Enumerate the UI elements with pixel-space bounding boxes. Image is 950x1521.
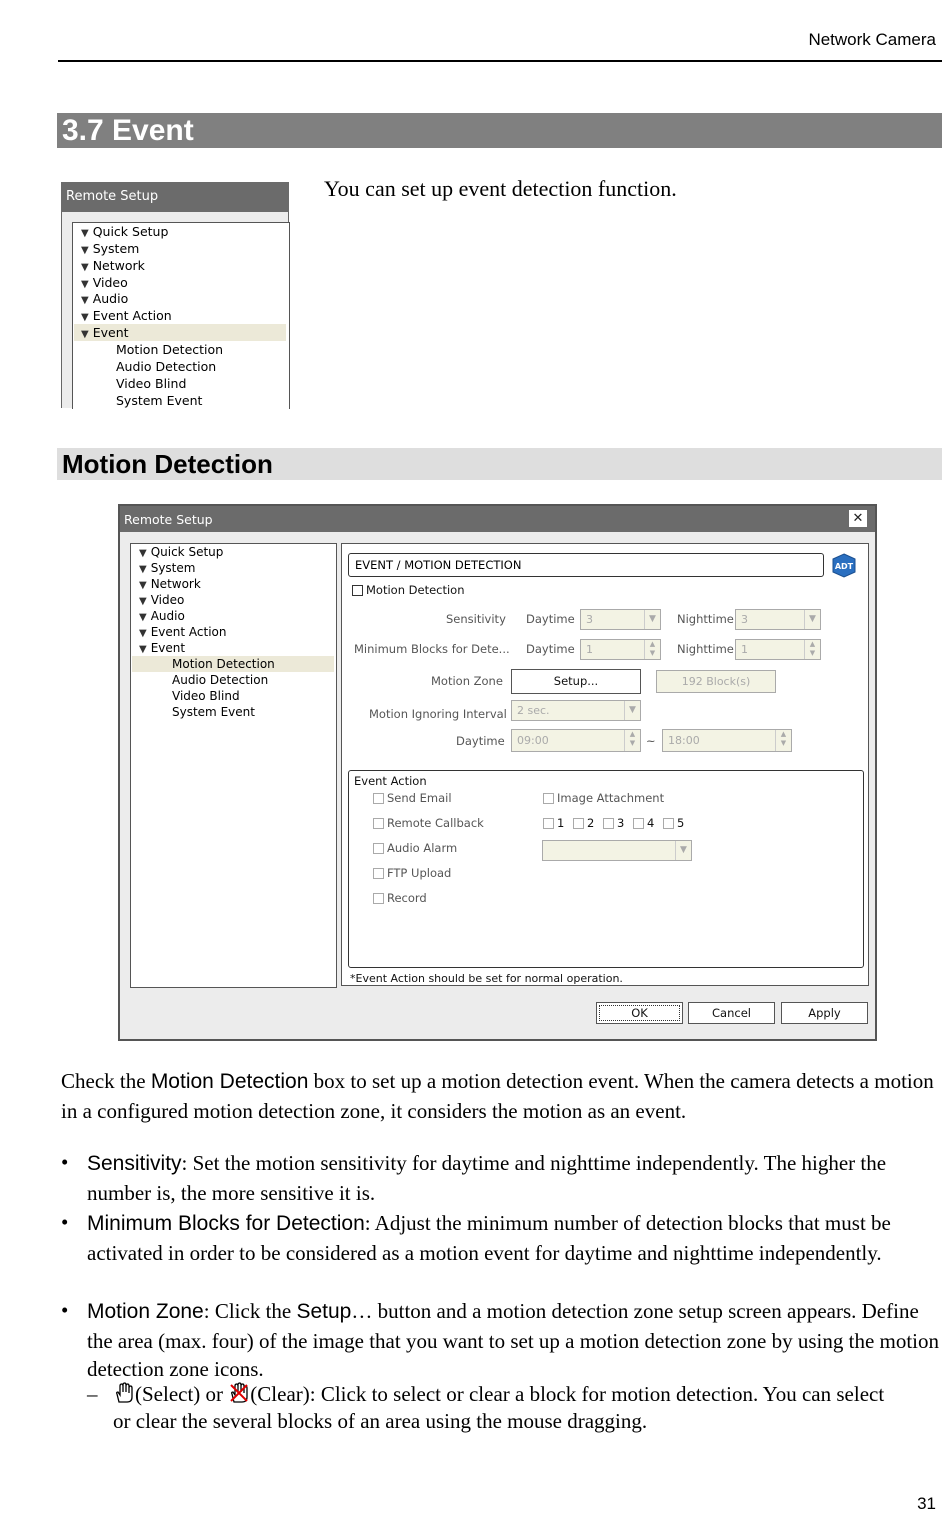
term-min-blocks: Minimum Blocks for Detection: [87, 1212, 365, 1235]
section-heading: [57, 113, 942, 148]
tree-item-video-blind[interactable]: Video Blind: [116, 376, 187, 391]
expand-triangle-icon: ▼: [81, 329, 89, 340]
record-label: Record: [387, 891, 427, 905]
callback-4-label: 4: [647, 816, 655, 830]
remote-callback-checkbox[interactable]: [373, 818, 384, 829]
blocks-count-field: 192 Block(s): [656, 670, 776, 693]
expand-triangle-icon: ▼: [81, 262, 89, 273]
tree-item-system-event[interactable]: System Event: [116, 393, 203, 408]
hand-select-icon: [113, 1382, 135, 1404]
sensitivity-label: Sensitivity: [446, 612, 506, 626]
ftp-upload-checkbox[interactable]: [373, 868, 384, 879]
ignoring-interval-label: Motion Ignoring Interval: [369, 707, 507, 721]
ok-button[interactable]: OK: [596, 1002, 683, 1024]
time-from-stepper[interactable]: 09:00 ▲ ▼: [511, 729, 641, 752]
dialog-title: Remote Setup: [124, 512, 213, 527]
callback-3-checkbox[interactable]: [603, 818, 614, 829]
expand-triangle-icon: ▼: [139, 548, 147, 559]
sub-item-line2: or clear the several blocks of an area using the mouse dragging.: [113, 1409, 648, 1433]
expand-triangle-icon: ▼: [139, 580, 147, 591]
callback-5-checkbox[interactable]: [663, 818, 674, 829]
ftp-upload-label: FTP Upload: [387, 866, 452, 880]
tree-item-motion-detection[interactable]: Motion Detection: [116, 342, 224, 357]
panel-header: [348, 553, 824, 577]
bullet: •: [61, 1210, 69, 1234]
min-blocks-nighttime-stepper[interactable]: 1 ▲ ▼: [735, 639, 821, 660]
panel-title: EVENT / MOTION DETECTION: [355, 558, 522, 572]
time-to-stepper[interactable]: 18:00 ▲ ▼: [662, 729, 792, 752]
event-action-note: *Event Action should be set for normal operation.: [350, 972, 623, 985]
chevron-down-icon: ▼: [804, 610, 820, 629]
motion-detection-panel: [341, 543, 869, 986]
intro-paragraph: Check the Motion Detection box to set up a motion detection event. When the camera detects a motion in a configured motion detection zone, it considers the motion as an event.: [61, 1069, 934, 1123]
bullet-sensitivity: Sensitivity: Set the motion sensitivity for daytime and nighttime independently. The higher the number is, the more sensitive it is.: [87, 1151, 887, 1205]
sensitivity-daytime-select[interactable]: 3 ▼: [580, 609, 661, 630]
callback-3-label: 3: [617, 816, 625, 830]
tree-item-event-action[interactable]: ▼ Event Action: [81, 308, 172, 323]
spin-arrows-icon[interactable]: ▲ ▼: [624, 730, 640, 751]
term-sensitivity: Sensitivity: [87, 1152, 182, 1175]
tree-item-audio[interactable]: ▼ Audio: [139, 609, 185, 623]
chevron-down-icon: ▼: [624, 701, 640, 720]
adt-logo-icon: [830, 553, 858, 578]
hand-clear-icon: [228, 1382, 250, 1404]
chevron-down-icon: ▼: [644, 610, 660, 629]
remote-setup-tree-screenshot: [61, 182, 289, 408]
tree-view: [72, 222, 290, 409]
remote-callback-label: Remote Callback: [387, 816, 484, 830]
tree-item-audio-detection[interactable]: Audio Detection: [116, 359, 217, 374]
spin-arrows-icon[interactable]: ▲ ▼: [804, 640, 820, 659]
tree-titlebar: [61, 182, 289, 212]
subsection-title: Motion Detection: [62, 449, 273, 479]
tree-item-quick-setup[interactable]: ▼ Quick Setup: [81, 224, 169, 239]
tree-item-network[interactable]: ▼ Network: [139, 577, 201, 591]
tree-item-quick-setup[interactable]: ▼ Quick Setup: [139, 545, 224, 559]
sensitivity-nighttime-select[interactable]: 3 ▼: [735, 609, 821, 630]
audio-alarm-label: Audio Alarm: [387, 841, 458, 855]
remote-setup-dialog: [118, 504, 877, 1041]
tree-item-video-blind[interactable]: Video Blind: [172, 689, 240, 703]
running-header: Network Camera: [808, 30, 936, 49]
ignoring-interval-select[interactable]: 2 sec. ▼: [511, 700, 641, 721]
expand-triangle-icon: ▼: [139, 644, 147, 655]
expand-triangle-icon: ▼: [81, 312, 89, 323]
tree-item-network[interactable]: ▼ Network: [81, 258, 145, 273]
tree-item-audio-detection[interactable]: Audio Detection: [172, 673, 269, 687]
spin-arrows-icon[interactable]: ▲ ▼: [644, 640, 660, 659]
event-action-title: Event Action: [354, 774, 427, 788]
expand-triangle-icon: ▼: [81, 295, 89, 306]
expand-triangle-icon: ▼: [139, 596, 147, 607]
audio-alarm-checkbox[interactable]: [373, 843, 384, 854]
expand-triangle-icon: ▼: [81, 228, 89, 239]
motion-detection-label: Motion Detection: [366, 583, 465, 597]
tree-item-event[interactable]: ▼ Event: [139, 641, 186, 655]
daytime-range-label: Daytime: [456, 734, 505, 748]
tree-item-system[interactable]: ▼ System: [81, 241, 140, 256]
term-setup: Setup: [296, 1300, 352, 1323]
tree-sidebar: [61, 212, 289, 408]
time-range-tilde: ~: [646, 734, 656, 748]
apply-button[interactable]: Apply: [781, 1002, 868, 1024]
expand-triangle-icon: ▼: [139, 564, 147, 575]
min-blocks-nighttime-label: Nighttime: [677, 642, 734, 656]
term-motion-detection: Motion Detection: [150, 1070, 309, 1093]
expand-triangle-icon: ▼: [139, 612, 147, 623]
sensitivity-daytime-label: Daytime: [526, 612, 575, 626]
term-motion-zone: Motion Zone: [87, 1300, 204, 1323]
intro-text: You can set up event detection function.: [324, 176, 677, 201]
bullet-motion-zone: Motion Zone: Click the Setup… button and a motion detection zone setup screen appears. Define the area (max. four) of the image that you want to set up a motion detection zone by using the motion detection zone icons.: [87, 1299, 940, 1381]
send-email-label: Send Email: [387, 791, 452, 805]
sensitivity-nighttime-label: Nighttime: [677, 612, 734, 626]
section-title: 3.7 Event: [62, 114, 194, 147]
bullet-min-blocks: Minimum Blocks for Detection: Adjust the minimum number of detection blocks that must be activated in order to be considered as a motion event for daytime and nighttime independently.: [87, 1211, 891, 1265]
callback-1-checkbox[interactable]: [543, 818, 554, 829]
dialog-tree-view: [130, 543, 337, 988]
tree-item-video[interactable]: ▼ Video: [139, 593, 185, 607]
record-checkbox[interactable]: [373, 893, 384, 904]
tree-item-system[interactable]: ▼ System: [139, 561, 196, 575]
adt-logo-text: ADT: [834, 562, 854, 571]
tree-item-event[interactable]: ▼ Event: [81, 325, 129, 340]
tree-item-motion-detection[interactable]: Motion Detection: [172, 657, 275, 671]
spin-arrows-icon[interactable]: ▲ ▼: [775, 730, 791, 751]
event-action-group: [348, 770, 864, 968]
tree-title: Remote Setup: [66, 189, 159, 204]
bullet: •: [61, 1298, 69, 1322]
callback-2-label: 2: [587, 816, 595, 830]
expand-triangle-icon: ▼: [81, 279, 89, 290]
tree-item-event-action[interactable]: ▼ Event Action: [139, 625, 227, 639]
image-attachment-label: Image Attachment: [557, 791, 665, 805]
sub-dash: –: [87, 1382, 98, 1406]
sub-item-icons: (Select) or (Clear): Click to select or clear a block for motion detection. You can select: [113, 1382, 943, 1407]
expand-triangle-icon: ▼: [81, 245, 89, 256]
callback-2-checkbox[interactable]: [573, 818, 584, 829]
setup-button[interactable]: Setup...: [511, 669, 641, 694]
tree-item-system-event[interactable]: System Event: [172, 705, 255, 719]
min-blocks-label: Minimum Blocks for Dete...: [354, 642, 510, 656]
dialog-titlebar: [120, 506, 875, 532]
send-email-checkbox[interactable]: [373, 793, 384, 804]
tree-item-audio[interactable]: ▼ Audio: [81, 291, 129, 306]
callback-5-label: 5: [677, 816, 685, 830]
callback-1-label: 1: [557, 816, 565, 830]
audio-alarm-select[interactable]: [542, 840, 692, 861]
chevron-down-icon: ▼: [675, 841, 691, 860]
close-icon[interactable]: ✕: [849, 510, 867, 527]
min-blocks-daytime-stepper[interactable]: 1 ▲ ▼: [580, 639, 661, 660]
min-blocks-daytime-label: Daytime: [526, 642, 575, 656]
cancel-button[interactable]: Cancel: [688, 1002, 775, 1024]
subsection-heading: [57, 448, 942, 480]
motion-detection-checkbox[interactable]: [352, 585, 363, 596]
tree-item-video[interactable]: ▼ Video: [81, 275, 128, 290]
motion-zone-label: Motion Zone: [431, 674, 503, 688]
bullet: •: [61, 1150, 69, 1174]
page-number: 31: [917, 1494, 936, 1513]
header-rule: [58, 60, 942, 62]
expand-triangle-icon: ▼: [139, 628, 147, 639]
image-attachment-checkbox[interactable]: [543, 793, 554, 804]
callback-4-checkbox[interactable]: [633, 818, 644, 829]
